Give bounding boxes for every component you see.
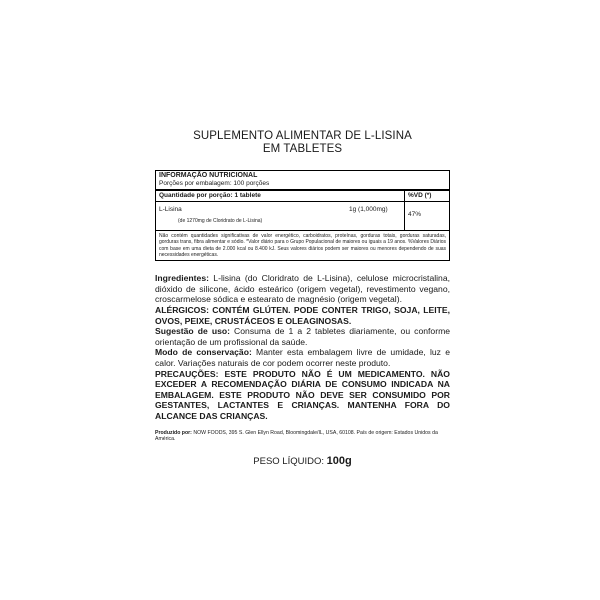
serving-size-label: Quantidade por porção: 1 tablete bbox=[159, 192, 261, 199]
net-weight-value: 100g bbox=[326, 455, 352, 468]
storage-text: Manter esta embalagem livre de umidade, luz e calor. Variações naturais de cor podem ocorrer neste produto. bbox=[155, 347, 450, 368]
ingredients-label: Ingredientes: bbox=[155, 273, 209, 284]
ingredients-text: L-lisina (do Cloridrato de L-Lisina), celulose microcristalina, dióxido de silicone, ácido esteárico (origem vegetal), revestimento vegano, croscarmelose sódica e estearato de magnésio (origem vegetal). bbox=[155, 273, 450, 305]
producer-text: NOW FOODS, 395 S. Glen Ellyn Road, Bloomingdale/IL, USA, 60108. País de origem: Estados Unidos da América. bbox=[155, 429, 438, 443]
nutrition-column-header bbox=[156, 191, 449, 202]
product-title-line-2: EM TABLETES bbox=[262, 143, 343, 155]
product-title-line-1: SUPLEMENTO ALIMENTAR DE L-LISINA bbox=[193, 130, 412, 142]
ingredients-paragraph bbox=[155, 273, 450, 305]
storage-label: Modo de conservação: bbox=[155, 347, 252, 358]
nutrient-name: L-Lisina bbox=[159, 206, 182, 213]
nutrient-daily-value: 47% bbox=[404, 202, 449, 230]
usage-text: Consuma de 1 a 2 tabletes diariamente, ou conforme orientação de um profissional da saúde. bbox=[155, 326, 451, 347]
producer-info bbox=[155, 430, 450, 444]
precautions-warning: PRECAUÇÕES: ESTE PRODUTO NÃO É UM MEDICAMENTO. NÃO EXCEDER A RECOMENDAÇÃO DIÁRIA DE CONSUMO INDICADA NA EMBALAGEM. ESTE PRODUTO NÃO DEVE SER CONSUMIDO POR GESTANTES, LACTANTES E CRIANÇAS. MANTENHA FORA DO ALCANCE DAS CRIANÇAS. bbox=[155, 368, 450, 421]
usage-label: Sugestão de uso: bbox=[155, 326, 230, 337]
product-title bbox=[155, 130, 450, 156]
net-weight bbox=[155, 455, 450, 467]
producer-label: Produzido por: bbox=[155, 429, 192, 436]
nutrition-table-header bbox=[156, 171, 449, 191]
nutrient-note: (de 1270mg de Cloridrato de L-Lisina) bbox=[178, 218, 263, 224]
servings-per-pack: Porções por embalagem: 100 porções bbox=[159, 180, 270, 187]
usage-paragraph bbox=[155, 326, 450, 347]
nutrition-facts-table bbox=[155, 170, 450, 261]
net-weight-label: PESO LÍQUIDO: bbox=[253, 456, 325, 468]
daily-value-header: %VD (*) bbox=[404, 191, 449, 201]
supplement-label bbox=[155, 130, 450, 467]
nutrition-footnote: Não contém quantidades significativas de valor energético, carboidratos, proteínas, gorduras totais, gorduras saturadas, gorduras trans, fibra alimentar e sódio. *Valor diário para o Grupo Populacional de maiores ou iguais a 19 anos. %Valores Diários com base em uma dieta de 2.000 kcal ou 8.400 kJ. Seus valores diários podem ser maiores ou menores dependendo de suas necessidades energéticas. bbox=[159, 233, 446, 258]
label-body-text bbox=[155, 273, 450, 421]
nutrient-quantity: 1g (1,000mg) bbox=[349, 206, 388, 213]
storage-paragraph bbox=[155, 347, 450, 368]
nutrition-heading: INFORMAÇÃO NUTRICIONAL bbox=[159, 172, 258, 179]
nutrition-row-lysine bbox=[156, 202, 449, 231]
allergens-warning: ALÉRGICOS: CONTÉM GLÚTEN. PODE CONTER TRIGO, SOJA, LEITE, OVOS, PEIXE, CRUSTÁCEOS E OLEAGINOSAS. bbox=[155, 304, 450, 326]
